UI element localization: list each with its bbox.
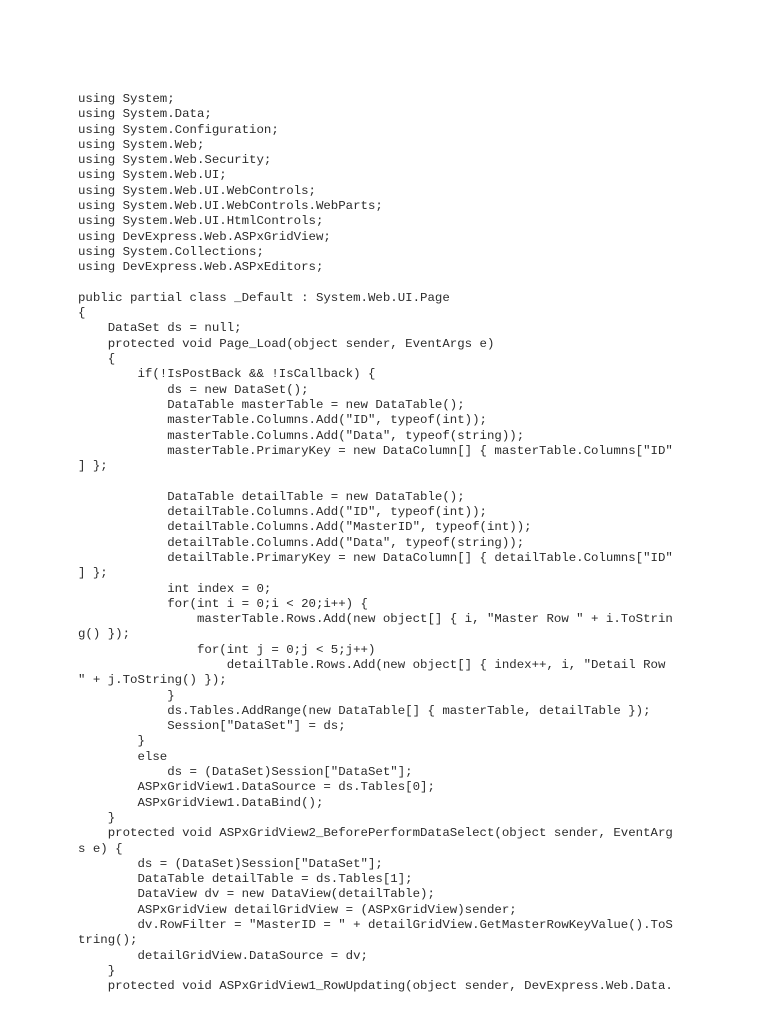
code-line: using System.Web.UI; — [78, 168, 227, 183]
code-line: ds.Tables.AddRange(new DataTable[] { masterTable, detailTable }); — [78, 703, 651, 718]
code-line — [78, 474, 673, 489]
code-line: DataTable masterTable = new DataTable(); — [78, 397, 465, 412]
code-line: using System.Web.UI.HtmlControls; — [78, 214, 324, 229]
code-line: detailTable.Columns.Add("MasterID", typeof(int)); — [78, 520, 532, 535]
code-line: masterTable.Rows.Add(new object[] { i, "Master Row " + i.ToStrin — [78, 612, 673, 627]
code-line: ds = new DataSet(); — [78, 382, 309, 397]
code-line: public partial class _Default : System.Web.UI.Page — [78, 290, 450, 305]
code-line: ] }; — [78, 566, 108, 581]
code-line: using System.Web.UI.WebControls; — [78, 183, 316, 198]
code-line: protected void ASPxGridView2_BeforePerformDataSelect(object sender, EventArg — [78, 826, 673, 841]
code-line: DataSet ds = null; — [78, 321, 242, 336]
code-line: DataView dv = new DataView(detailTable); — [78, 887, 435, 902]
code-line: " + j.ToString() }); — [78, 673, 227, 688]
code-line: using System.Web; — [78, 137, 205, 152]
code-line: int index = 0; — [78, 581, 272, 596]
code-line: { — [78, 352, 116, 367]
code-line: detailTable.Columns.Add("Data", typeof(string)); — [78, 535, 525, 550]
code-line: tring(); — [78, 933, 138, 948]
code-line: } — [78, 734, 145, 749]
code-line: using System.Collections; — [78, 244, 264, 259]
code-line: using System.Configuration; — [78, 122, 279, 137]
code-line: { — [78, 306, 86, 321]
code-line: protected void ASPxGridView1_RowUpdating(object sender, DevExpress.Web.Data. — [78, 979, 673, 994]
code-line: for(int j = 0;j < 5;j++) — [78, 642, 376, 657]
code-line: } — [78, 810, 116, 825]
code-line: detailGridView.DataSource = dv; — [78, 948, 368, 963]
code-line: g() }); — [78, 627, 131, 642]
code-line: using System.Web.UI.WebControls.WebParts; — [78, 199, 383, 214]
code-line: detailTable.Rows.Add(new object[] { index++, i, "Detail Row — [78, 657, 666, 672]
code-line: using System.Data; — [78, 107, 212, 122]
code-line: DataTable detailTable = new DataTable(); — [78, 489, 465, 504]
code-line: ds = (DataSet)Session["DataSet"]; — [78, 765, 413, 780]
code-line: DataTable detailTable = ds.Tables[1]; — [78, 872, 413, 887]
code-line: using DevExpress.Web.ASPxEditors; — [78, 260, 324, 275]
code-line: Session["DataSet"] = ds; — [78, 719, 346, 734]
code-line: ASPxGridView1.DataSource = ds.Tables[0]; — [78, 780, 435, 795]
code-line: masterTable.Columns.Add("Data", typeof(string)); — [78, 428, 525, 443]
code-listing — [78, 92, 673, 995]
code-line: for(int i = 0;i < 20;i++) { — [78, 596, 368, 611]
code-line: } — [78, 688, 175, 703]
code-line: ASPxGridView1.DataBind(); — [78, 795, 324, 810]
code-line: detailTable.PrimaryKey = new DataColumn[] { detailTable.Columns["ID" — [78, 550, 673, 565]
code-line: ds = (DataSet)Session["DataSet"]; — [78, 856, 383, 871]
code-line: ] }; — [78, 459, 108, 474]
code-line: masterTable.Columns.Add("ID", typeof(int)); — [78, 413, 487, 428]
code-line: s e) { — [78, 841, 123, 856]
code-line: using DevExpress.Web.ASPxGridView; — [78, 229, 331, 244]
code-line: ASPxGridView detailGridView = (ASPxGridView)sender; — [78, 902, 517, 917]
code-line: masterTable.PrimaryKey = new DataColumn[] { masterTable.Columns["ID" — [78, 443, 673, 458]
code-line: else — [78, 749, 168, 764]
code-line: using System.Web.Security; — [78, 153, 272, 168]
code-line: dv.RowFilter = "MasterID = " + detailGridView.GetMasterRowKeyValue().ToS — [78, 918, 673, 933]
code-line — [78, 276, 673, 291]
code-line: using System; — [78, 92, 175, 106]
code-line: protected void Page_Load(object sender, EventArgs e) — [78, 336, 495, 351]
code-line: } — [78, 963, 116, 978]
code-line: detailTable.Columns.Add("ID", typeof(int)); — [78, 505, 487, 520]
code-line: if(!IsPostBack && !IsCallback) { — [78, 367, 376, 382]
